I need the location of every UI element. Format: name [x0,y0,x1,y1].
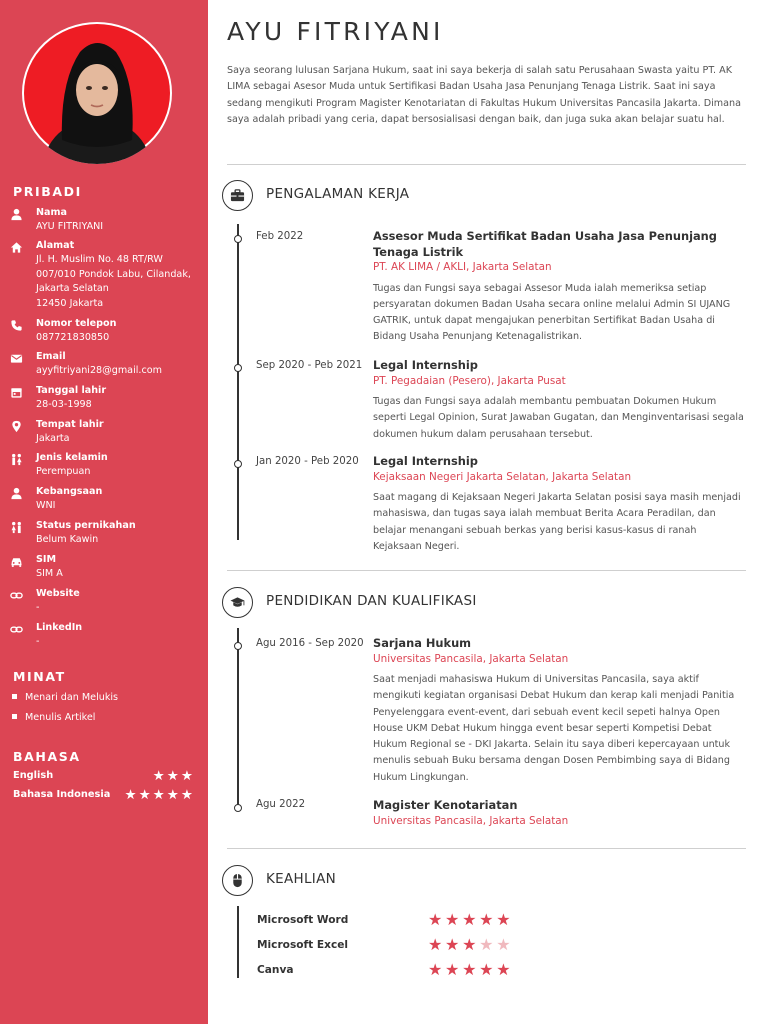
bullet-square-icon [12,694,17,699]
experience-entry [373,229,745,346]
person-icon [10,208,23,221]
timeline-dot [234,804,242,812]
link-icon [10,589,23,602]
calendar-icon [10,386,23,399]
personal-value: Jakarta [36,433,70,444]
personal-label: Website [36,588,80,599]
star-icon: ★ [152,768,167,784]
interest-item [12,692,118,703]
education-org: Universitas Pancasila, Jakarta Selatan [373,652,569,665]
skill-name: Canva [257,964,294,976]
language-name: Bahasa Indonesia [13,789,111,800]
experience-title: Legal Internship [373,358,478,372]
experience-entry [373,454,745,555]
personal-label: Tempat lahir [36,419,104,430]
star-icon: ★ [445,960,463,979]
personal-value: SIM A [36,568,63,579]
education-entry [373,798,745,829]
star-icon: ★ [428,910,446,929]
star-icon: ★ [428,960,446,979]
language-item [13,789,195,803]
personal-value: Belum Kawin [36,534,99,545]
personal-label: Jenis kelamin [36,452,108,463]
education-section-title: PENDIDIKAN DAN KUALIFIKASI [266,593,477,609]
experience-desc: Tugas dan Fungsi saya adalah membantu pembuatan Dokumen Hukum seperti Legal Opinion, Surat Jawaban Gugatan, dan Menginventarisasi segala dokumen hukum dalam perusahaan tersebut. [373,396,744,440]
star-icon: ★ [479,960,497,979]
experience-title: Assesor Muda Sertifikat Badan Usaha Jasa Penunjang Tenaga Listrik [373,229,717,259]
experience-org: PT. AK LIMA / AKLI, Jakarta Selatan [373,261,552,273]
star-icon: ★ [462,960,480,979]
personal-value: 28-03-1998 [36,399,92,410]
bullet-square-icon [12,714,17,719]
interests-heading: MINAT [13,669,66,684]
mouse-icon [222,865,253,896]
star-icon: ★ [166,787,181,803]
education-title: Sarjana Hukum [373,636,472,650]
skills-section-title: KEAHLIAN [266,871,337,887]
experience-timeline [237,224,239,540]
location-pin-icon [10,420,23,433]
interest-label: Menulis Artikel [25,712,96,723]
personal-value: - [36,602,40,613]
experience-org: Kejaksaan Negeri Jakarta Selatan, Jakarta Selatan [373,470,632,483]
personal-label: LinkedIn [36,622,83,633]
experience-date: Sep 2020 - Peb 2021 [256,360,363,371]
education-desc: Saat menjadi mahasiswa Hukum di Universitas Pancasila, saya aktif mengikuti kegiatan organisasi Debat Hukum dan kerap kali menjadi Panitia Penyelenggara event-event, dari sebuah event kecil sepeti halnya Open House UKM Debat Hukum hingga event besar seperti Kompetisi Debat Hukum Regional se - DKI Jakarta. Selain itu saya diberi kepercayaan untuk menulis sebuah Buku bersama dengan Dosen Pembimbing saya di Bidang Hukum Lingkungan. [373,674,735,783]
skill-rating-stars [428,960,513,979]
sidebar [0,0,208,1024]
personal-value: Perempuan [36,466,91,477]
interest-item [12,712,95,723]
star-icon: ★ [152,787,167,803]
personal-label: Status pernikahan [36,520,136,531]
timeline-dot [234,364,242,372]
person-icon [10,487,23,500]
language-item [13,770,195,784]
experience-date: Feb 2022 [256,231,304,242]
star-icon: ★ [180,787,195,803]
star-icon: ★ [496,935,514,954]
experience-entry [373,358,745,443]
star-icon: ★ [445,935,463,954]
interest-label: Menari dan Melukis [25,692,119,703]
about-summary: Saya seorang lulusan Sarjana Hukum, saat ini saya bekerja di salah satu Perusahaan Swasta yaitu PT. AK LIMA sebagai Asesor Muda untuk Sertifikasi Badan Usaha Jasa Penunjang Tenaga Listrik. Saat ini saya sedang mengikuti Program Magister Kenotariatan di Fakultas Hukum Universitas Pancasila Jakarta. Dimana saya adalah pribadi yang ceria, dapat bersosialisasi dengan baik, dan juga suka akan belajar suatu hal. [227,65,741,125]
education-title: Magister Kenotariatan [373,798,518,812]
phone-icon [10,319,23,332]
skill-name: Microsoft Excel [257,939,349,951]
personal-label: Kebangsaan [36,486,103,497]
star-icon: ★ [479,935,497,954]
star-icon: ★ [166,768,181,784]
timeline-dot [234,235,242,243]
education-entry [373,636,745,786]
experience-date: Jan 2020 - Peb 2020 [256,456,359,467]
education-date: Agu 2022 [256,799,306,810]
section-divider [227,570,746,571]
star-icon: ★ [138,787,153,803]
star-icon: ★ [479,910,497,929]
section-divider [227,848,746,849]
experience-desc: Tugas dan Fungsi saya sebagai Assesor Muda ialah memeriksa setiap persyaratan dokumen Badan Usaha secara online melalui Admin SI UJANG GATRIK, untuk dapat mengajukan penerbitan Sertifikat Badan Usaha di Bidang Usaha Penunjang Ketenagalistrikan. [373,282,731,343]
experience-title: Legal Internship [373,454,478,468]
star-icon: ★ [496,910,514,929]
personal-value: Jl. H. Muslim No. 48 RT/RW 007/010 Pondok Labu, Cilandak, Jakarta Selatan 12450 Jakarta [36,254,191,309]
personal-label: Nama [36,207,67,218]
star-icon: ★ [124,787,139,803]
experience-org: PT. Pegadaian (Pesero), Jakarta Pusat [373,374,566,387]
skill-name: Microsoft Word [257,914,349,926]
timeline-dot [234,460,242,468]
personal-label: Tanggal lahir [36,385,107,396]
profile-photo [22,22,172,164]
star-icon: ★ [496,960,514,979]
personal-label: SIM [36,554,57,565]
skill-rating-stars [428,910,513,929]
graduation-cap-icon [222,587,253,618]
link-icon [10,623,23,636]
experience-desc: Saat magang di Kejaksaan Negeri Jakarta Selatan posisi saya masih menjadi mahasiswa, dan tugas saya ialah membuat Berita Acara Peradilan, dan belajar menangani sebuah berkas yang berisi kasus-kasus di ranah Kejaksaan Negeri. [373,492,741,552]
star-icon: ★ [445,910,463,929]
star-icon: ★ [462,935,480,954]
star-icon: ★ [462,910,480,929]
car-icon [10,555,23,568]
languages-heading: BAHASA [13,749,81,764]
briefcase-icon [222,180,253,211]
gender-icon [10,453,23,466]
personal-label: Email [36,351,66,362]
education-org: Universitas Pancasila, Jakarta Selatan [373,814,569,827]
star-icon: ★ [428,935,446,954]
timeline-dot [234,642,242,650]
education-date: Agu 2016 - Sep 2020 [256,638,364,649]
home-icon [10,241,23,254]
skills-timeline [237,906,239,978]
language-name: English [13,770,54,781]
experience-section-title: PENGALAMAN KERJA [266,186,410,202]
personal-value: WNI [36,500,56,511]
couple-icon [10,521,23,534]
mail-icon [10,352,23,365]
education-timeline [237,628,239,811]
personal-value: 087721830850 [36,332,110,343]
skill-rating-stars [428,935,513,954]
star-icon: ★ [180,768,195,784]
personal-value: - [36,636,40,647]
section-divider [227,164,746,165]
personal-label: Alamat [36,240,75,251]
language-rating-stars [124,787,195,803]
personal-heading: PRIBADI [13,184,82,199]
language-rating-stars [153,768,195,784]
personal-value: AYU FITRIYANI [36,221,104,232]
personal-label: Nomor telepon [36,318,117,329]
personal-value: ayyfitriyani28@gmail.com [36,365,162,376]
candidate-name: AYU FITRIYANI [227,17,444,46]
